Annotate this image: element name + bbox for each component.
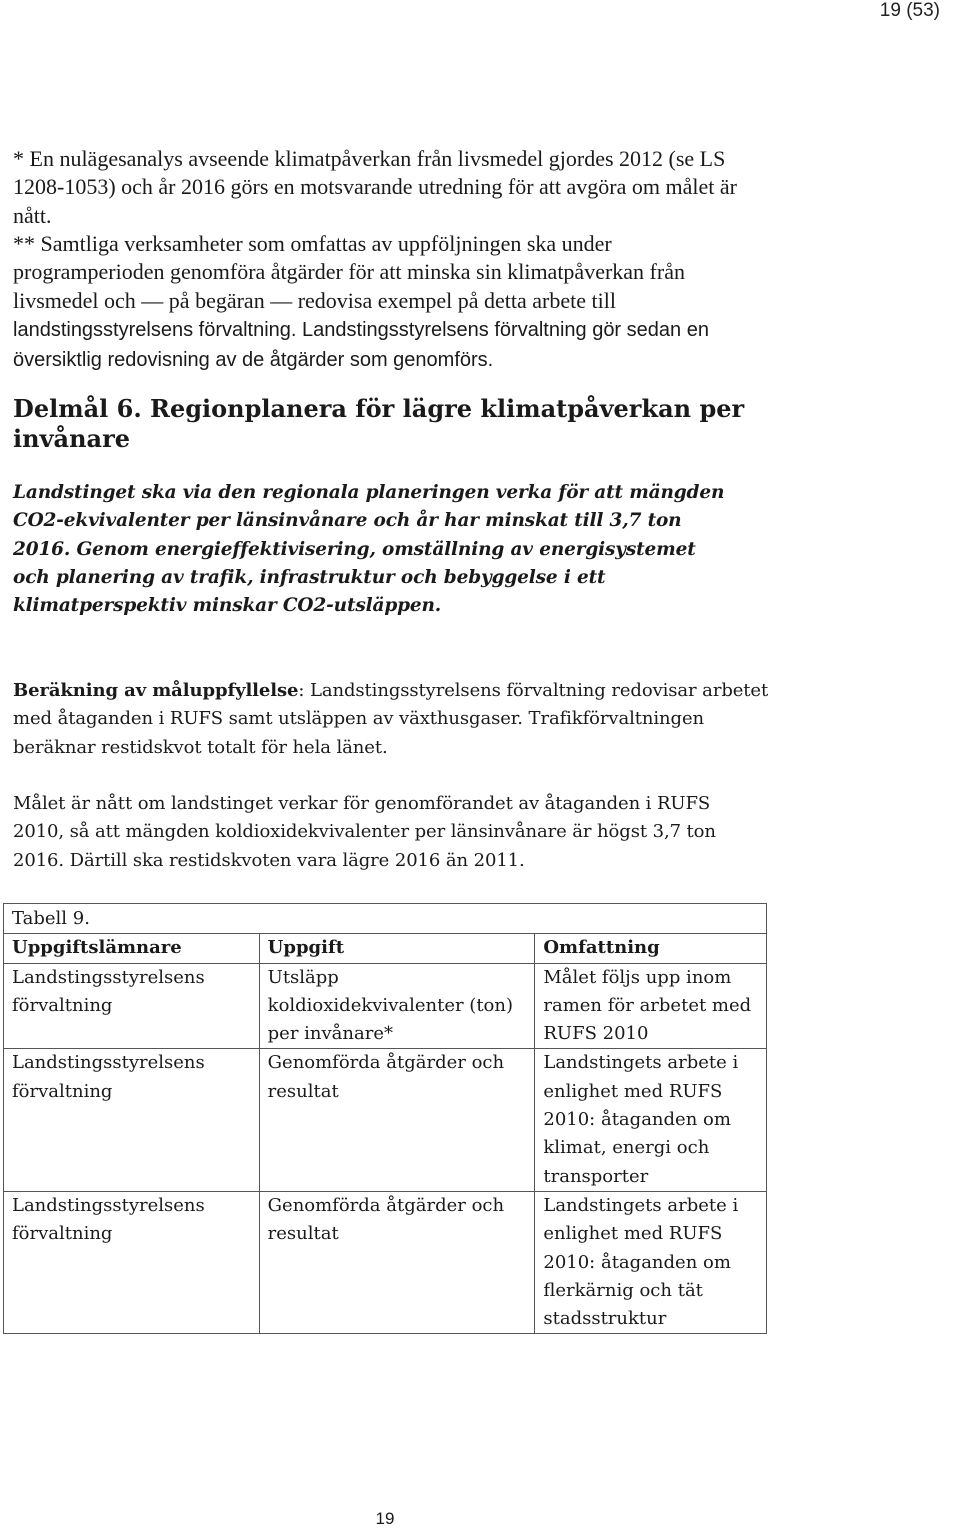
section-heading: Delmål 6. Regionplanera för lägre klimatpåverkan per invånare (13, 394, 745, 453)
table-header-cell: Omfattning (535, 934, 767, 963)
achievement-paragraph: Målet är nått om landstinget verkar för genomförandet av åtaganden i RUFS 2010, så att mängden koldioxidekvivalenter per länsinvånare är högst 3,7 ton 2016. Därtill ska restidskvoten vara lägre 2016 än 2011. (13, 793, 716, 871)
footnote-2 (13, 230, 743, 374)
table-header-cell: Uppgift (259, 934, 535, 963)
table-row (4, 1049, 767, 1191)
table-cell: Genomförda åtgärder och resultat (259, 1191, 535, 1333)
footnote-2-text (13, 230, 743, 374)
footnote-1 (13, 145, 743, 230)
data-table (3, 903, 767, 1334)
table-cell: Landstingets arbete i enlighet med RUFS 2010: åtaganden om flerkärnig och tät stadsstruktur (535, 1191, 767, 1333)
footnote-2-rest: landstingsstyrelsens förvaltning. Landstingsstyrelsens förvaltning gör sedan en översiktlig redovisning av de åtgärder som genomförs. (13, 319, 709, 371)
table-row (4, 1191, 767, 1333)
table-cell: Genomförda åtgärder och resultat (259, 1049, 535, 1191)
table-caption: Tabell 9. (12, 908, 90, 929)
table-cell: Landstingets arbete i enlighet med RUFS 2010: åtaganden om klimat, energi och transporter (535, 1049, 767, 1191)
calculation-paragraph (13, 677, 773, 762)
table-cell: Landstingsstyrelsens förvaltning (4, 1049, 260, 1191)
table-caption-row (4, 904, 767, 934)
table-header-cell: Uppgiftslämnare (4, 934, 260, 963)
calculation-label: Beräkning av måluppfyllelse (13, 680, 299, 701)
table-cell: Landstingsstyrelsens förvaltning (4, 1191, 260, 1333)
page-indicator: 19 (53) (879, 0, 940, 21)
calculation-text: : Landstingsstyrelsens förvaltning redovisar arbetet med åtaganden i RUFS samt utsläppen av växthusgaser. Trafikförvaltningen beräknar restidskvot totalt för hela länet. (13, 680, 769, 758)
table-cell: Målet följs upp inom ramen för arbetet med RUFS 2010 (535, 963, 767, 1049)
table-header-row (4, 934, 767, 963)
goal-text: Landstinget ska via den regionala planeringen verka för att mängden CO2-ekvivalenter per länsinvånare och år har minskat till 3,7 ton 2016. Genom energieffektivisering, omställning av energisystemet och planering av trafik, infrastruktur och bebyggelse i ett klimatperspektiv minskar CO2-utsläppen. (13, 482, 725, 617)
page-number: 19 (375, 1509, 395, 1528)
footnote-2-lead: ** Samtliga verksamheter som omfattas av uppföljningen ska under programperioden genomföra åtgärder för att minska sin klimatpåverkan från livsmedel och — på begäran — redovisa exempel på detta arbete till (13, 231, 685, 313)
footnote-1-text: * En nulägesanalys avseende klimatpåverkan från livsmedel gjordes 2012 (se LS 1208-1053) och år 2016 görs en motsvarande utredning för att avgöra om målet är nått. (13, 146, 737, 228)
table-row (4, 963, 767, 1049)
table-cell: Utsläpp koldioxidekvivalenter (ton) per invånare* (259, 963, 535, 1049)
table-cell: Landstingsstyrelsens förvaltning (4, 963, 260, 1049)
